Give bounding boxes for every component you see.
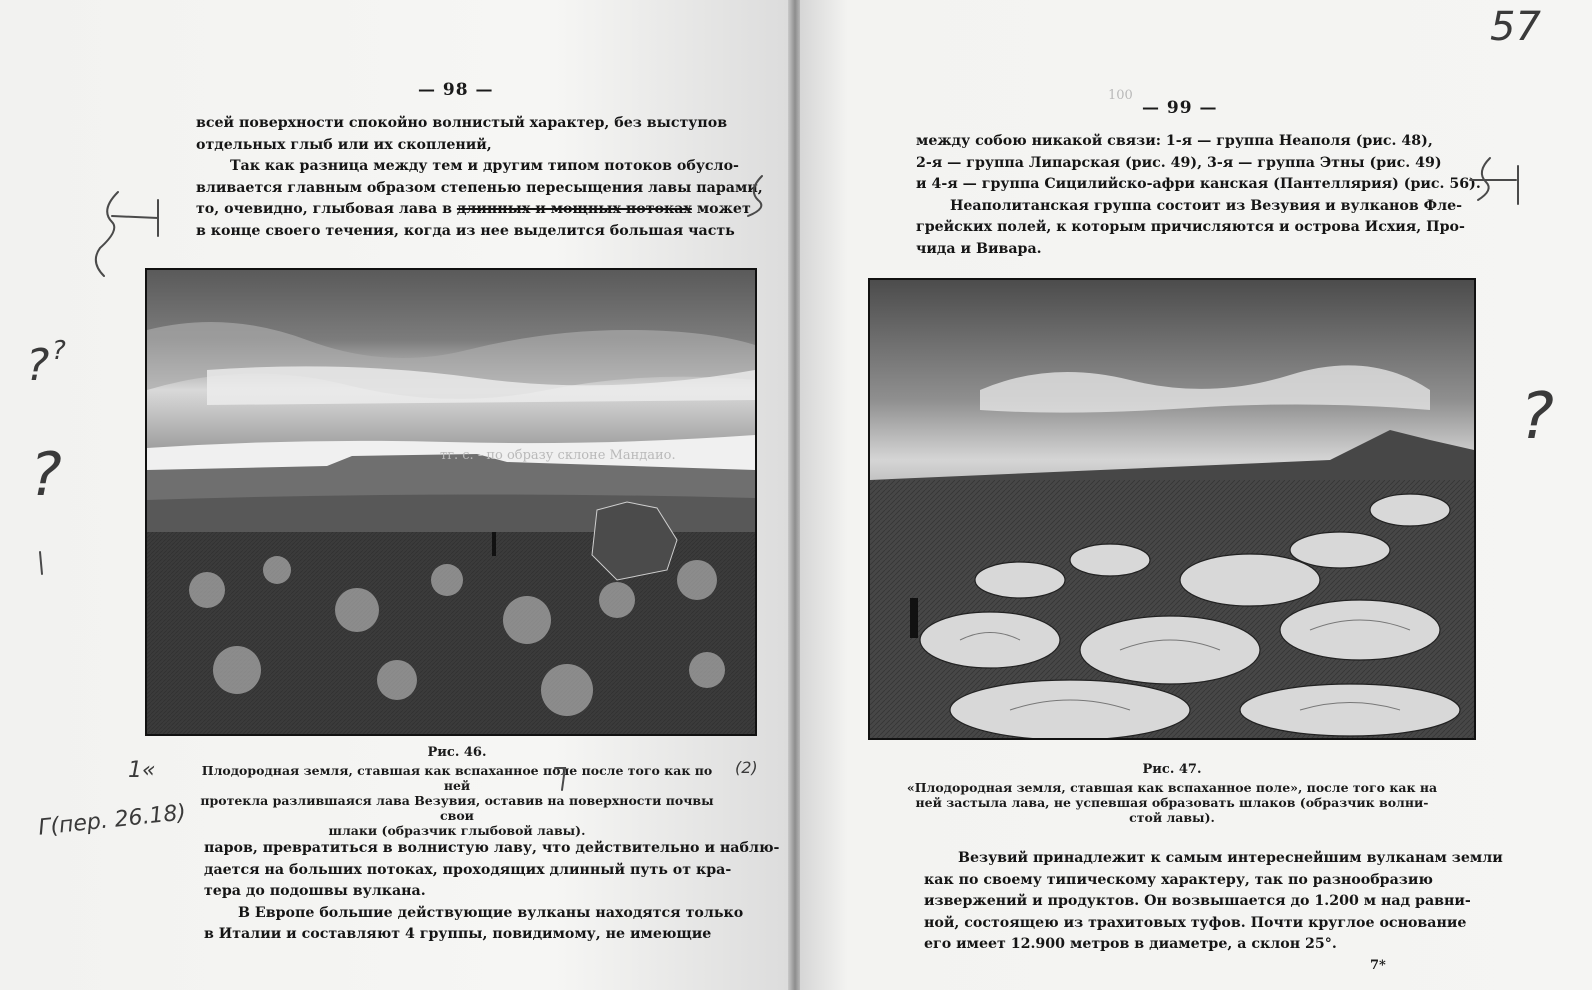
text-line: В Европе большие действующие вулканы находятся только xyxy=(238,904,744,921)
text-line: грейских полей, к которым причисляются и острова Исхия, Про- xyxy=(916,219,1465,235)
caption-line: шлаки (образчик глыбовой лавы). xyxy=(328,823,586,838)
text-line: Неаполитанская группа состоит из Везувия и вулканов Фле- xyxy=(950,197,1463,214)
caption-line: стой лавы). xyxy=(1129,810,1215,825)
text-line: извержений и продуктов. Он возвышается до 1.200 м над равни- xyxy=(924,893,1471,909)
handwritten-question-mark: ? xyxy=(26,340,50,391)
text-line: между собою никакой связи: 1-я — группа Неаполя (рис. 48), xyxy=(916,133,1433,149)
text-line: в конце своего течения, когда из нее выделится большая часть xyxy=(196,222,735,239)
text-line: Везувий принадлежит к самым интереснейшим вулканам земли xyxy=(958,850,1503,866)
handwritten-question-mark: ? xyxy=(30,440,62,510)
text-line: чида и Вивара. xyxy=(916,240,1042,257)
text-segment: то, очевидно, глыбовая лава в xyxy=(196,201,452,217)
figure-46-label: Рис. 46. xyxy=(427,745,487,760)
pencil-squiggle xyxy=(96,192,118,276)
struck-text: длинных и мощных потоках xyxy=(456,201,692,217)
handwritten-question-mark: ? xyxy=(1520,380,1554,454)
text-line: всей поверхности спокойно волнистый характер, без выступов xyxy=(196,115,728,131)
caption-line: протекла разлившаяся лава Везувия, оставив на поверхности почвы свои xyxy=(200,793,714,823)
text-line: дается на больших потоках, проходящих длинный путь от кра- xyxy=(204,861,732,878)
text-line: как по своему типическому характеру, так по разнообразию xyxy=(924,871,1433,888)
text-line: отдельных глыб или их скоплений, xyxy=(196,136,492,153)
text-line: и 4-я — группа Сицилийско-афри канская (Пантеллярия) (рис. 56). xyxy=(916,176,1481,192)
signature-mark: 7* xyxy=(1370,958,1386,973)
figure-47-label: Рис. 47. xyxy=(1142,762,1202,777)
left-page-number: — 98 — xyxy=(418,80,494,100)
caption-line: Плодородная земля, ставшая как вспаханное поле после того как по ней xyxy=(201,763,713,793)
pencil-stroke xyxy=(555,768,565,790)
caption-line: «Плодородная земля, ставшая как вспаханное поле», после того как на xyxy=(906,780,1438,795)
text-line: 2-я — группа Липарская (рис. 49), 3-я — группа Этны (рис. 49) xyxy=(916,154,1442,171)
text-line: его имеет 12.900 метров в диаметре, а склон 25°. xyxy=(924,936,1337,952)
pencil-stroke xyxy=(40,552,42,574)
text-line: ной, состоящею из трахитовых туфов. Почти круглое основание xyxy=(924,914,1467,931)
handwritten-question-mark: ? xyxy=(52,336,66,366)
faint-bleed-page-number: 100 xyxy=(1108,88,1133,103)
text-line: тера до подошвы вулкана. xyxy=(204,883,426,899)
pencil-stroke xyxy=(112,216,158,218)
text-line: паров, превратиться в волнистую лаву, что действительно и наблю- xyxy=(204,840,780,856)
caption-line: ней застыла лава, не успевшая образовать шлаков (образчик волни- xyxy=(915,795,1429,810)
handwritten-page-count: 57 xyxy=(1490,4,1541,50)
bleed-through-text: тг. с. - по образу склоне Мандаио. xyxy=(440,448,676,463)
right-page-number: — 99 — xyxy=(1142,98,1218,118)
text-line: Так как разница между тем и другим типом потоков обусло- xyxy=(230,158,739,174)
handwritten-mark: 1« xyxy=(128,758,156,783)
text-line: вливается главным образом степенью пересыщения лавы парами, xyxy=(196,179,763,196)
handwritten-reference-note: Г(пер. 26.18) xyxy=(37,800,188,841)
text-segment: может xyxy=(691,201,751,217)
handwritten-mark: (2) xyxy=(735,758,758,777)
text-line: в Италии и составляют 4 группы, повидимому, не имеющие xyxy=(204,926,712,942)
pencil-squiggle xyxy=(748,176,762,216)
